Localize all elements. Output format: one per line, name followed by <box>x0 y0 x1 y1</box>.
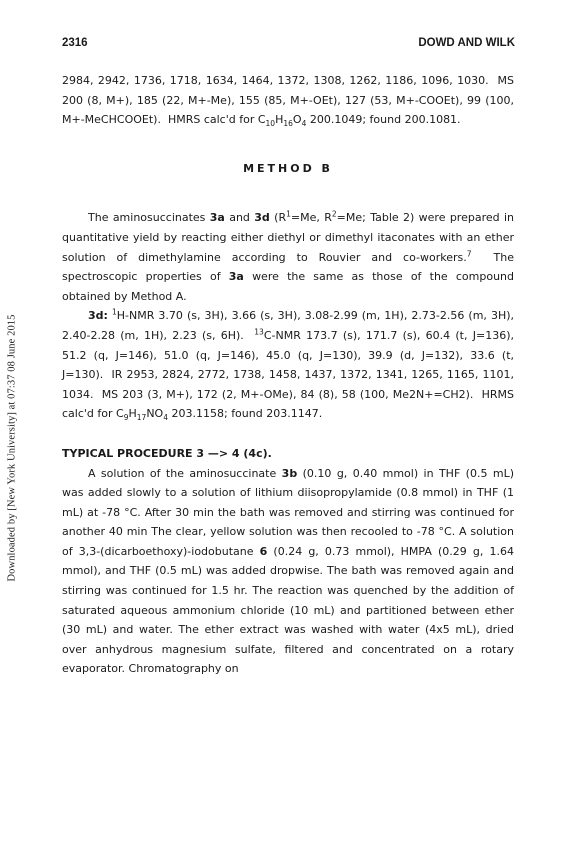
formula-c9h17no4: $C_9H_{17}NO_4$ <box>116 407 168 423</box>
page-number: 2316 <box>62 37 88 49</box>
ir-ms-continuation: 2984, 2942, 1736, 1718, 1634, 1464, 1372, 1308, 1262, 1186, 1096, 1030. MS 200 (8, M+), 185 (22, M+-Me), 155 (85, M+-OEt), 127 (53, M+-COOEt), 99 (100, M+-MeCHCOOEt). HMRS calc'd for $C_{10}H_{16}O_4$ 200.1049; found 200.1081. <box>62 74 514 129</box>
download-watermark-text: Downloaded by [New York University] at 07:37 08 June 2015 <box>6 314 18 582</box>
section-heading-typical-procedure: TYPICAL PROCEDURE 3 —> 4 (4c). <box>62 446 272 460</box>
formula-c10h16o4: $C_{10}H_{16}O_4$ <box>257 113 307 129</box>
procedure-paragraph: A solution of the aminosuccinate 3b (0.10 g, 0.40 mmol) in THF (0.5 mL) was added slowly to a solution of lithium diisopropylamide (0.8 mmol) in THF (1 mL) at -78 °C. After 30 min the bath was removed and stirring was continued for another 40 min The clear, yellow solution was then recooled to -78 °C. A solution of 3,3-(dicarboethoxy)-iodobutane 6 (0.24 g, 0.73 mmol), HMPA (0.29 g, 1.64 mmol), and THF (0.5 mL) was added dropwise. The bath was removed again and stirring was continued for 1.5 hr. The reaction was quenched by the addition of saturated aqueous ammonium chloride (10 mL) and partitioned between ether (30 mL) and water. The ether extract was washed with water (4x5 mL), dried over anhydrous magnesium sulfate, filtered and concentrated on a rotary evaporator. Chromatography on <box>62 466 515 676</box>
page-body <box>62 71 514 679</box>
download-watermark <box>2 258 22 638</box>
method-b-paragraph: The aminosuccinates 3a and 3d ($R^1=Me$, $R^2=Me$; Table 2) were prepared in quantitative yield by reacting either diethyl or dimethyl itaconates with an ether solution of dimethylamine according to Rouvier and co-workers.$^7$ The spectroscopic properties of 3a were the same as those of the compound obtained by Method A. <box>62 209 515 303</box>
compound-3d-data: 3d: $^1$H-NMR 3.70 (s, 3H), 3.66 (s, 3H), 3.08-2.99 (m, 1H), 2.73-2.56 (m, 3H), 2.40-2.28 (m, 1H), 2.23 (s, 6H). $^{13}$C-NMR 173.7 (s), 171.7 (s), 60.4 (t, J=136), 51.2 (q, J=146), 51.0 (q, J=146), 45.0 (q, J=130), 39.9 (d, J=132), 33.6 (t, J=130). IR 2953, 2824, 2772, 1738, 1458, 1437, 1372, 1341, 1265, 1165, 1101, 1034. MS 203 (3, M+), 172 (2, M+-OMe), 84 (8), 58 (100, Me2N+=CH2). HRMS calc'd for $C_9H_{17}NO_4$ 203.1158; found 203.1147. <box>62 307 515 423</box>
running-header-authors: DOWD AND WILK <box>418 37 515 49</box>
section-heading-method-b: METHOD B <box>243 161 333 175</box>
